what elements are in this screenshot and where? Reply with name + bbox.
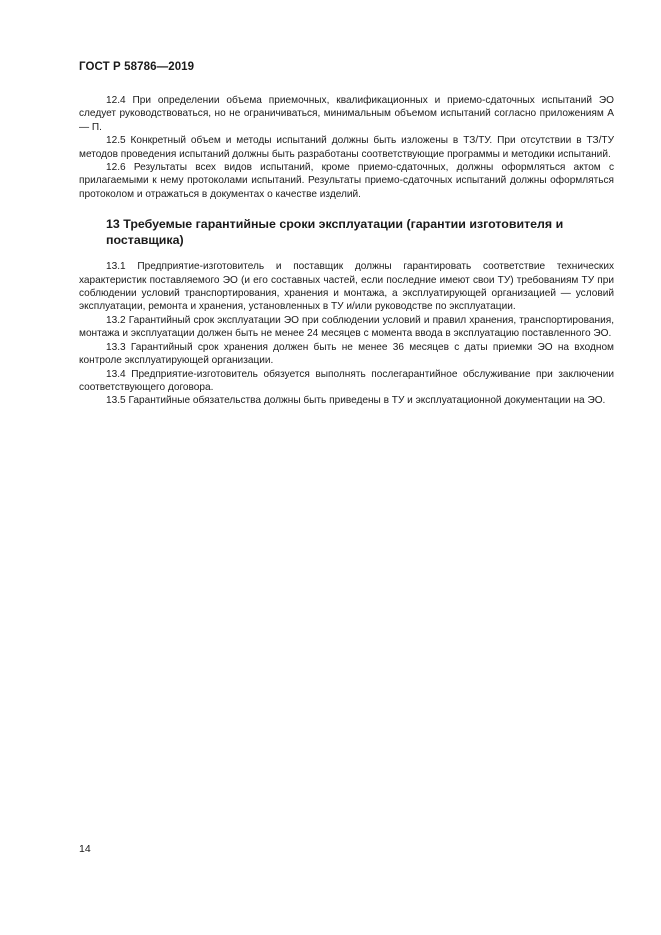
paragraph-13-3: 13.3 Гарантийный срок хранения должен быть не менее 36 месяцев с даты приемки ЭО на входном контроле эксплуатирующей организации.: [79, 341, 614, 367]
paragraph-12-4: 12.4 При определении объема приемочных, квалификационных и приемо-сдаточных испытаний ЭО следует руководствоваться, но не ограничиваться, минимальным объемом испытаний согласно приложениям А — П.: [79, 95, 614, 133]
paragraph-13-4: 13.4 Предприятие-изготовитель обязуется выполнять послегарантийное обслуживание при заключении соответствующего договора.: [79, 368, 614, 393]
paragraph-13-5: 13.5 Гарантийные обязательства должны быть приведены в ТУ и эксплуатационной документации на ЭО.: [106, 395, 606, 407]
document-code: ГОСТ Р 58786—2019: [79, 61, 195, 73]
paragraph-13-2: 13.2 Гарантийный срок эксплуатации ЭО при соблюдении условий и правил хранения, транспортирования, монтажа и эксплуатации должен быть не менее 24 месяцев с момента ввода в эксплуатацию поставленного ЭО.: [79, 314, 614, 340]
page-number: 14: [79, 843, 91, 855]
section-13-title: 13 Требуемые гарантийные сроки эксплуатации (гарантии изготовителя и поставщика): [106, 217, 564, 248]
paragraph-12-6: 12.6 Результаты всех видов испытаний, кроме приемо-сдаточных, должны оформляться актом с прилагаемыми к нему протоколами испытаний. Результаты приемо-сдаточных испытаний должны оформляться протоколом и отражаться в документах о качестве изделий.: [79, 162, 614, 200]
paragraph-12-5: 12.5 Конкретный объем и методы испытаний должны быть изложены в ТЗ/ТУ. При отсутствии в ТЗ/ТУ методов проведения испытаний должны быть разработаны соответствующие программы и методики испытаний.: [79, 135, 614, 160]
document-body: [79, 94, 614, 408]
paragraph-13-1: 13.1 Предприятие-изготовитель и поставщик должны гарантировать соответствие технических характеристик поставляемого ЭО (и его составных частей, если последние имеют свои ТУ) требованиям ТУ при соблюдении условий транспортирования, хранения и монтажа, а эксплуатирующей организацией — условий эксплуатации, ремонта и хранения, установленных в ТУ и/или руководстве по эксплуатации.: [79, 261, 614, 313]
